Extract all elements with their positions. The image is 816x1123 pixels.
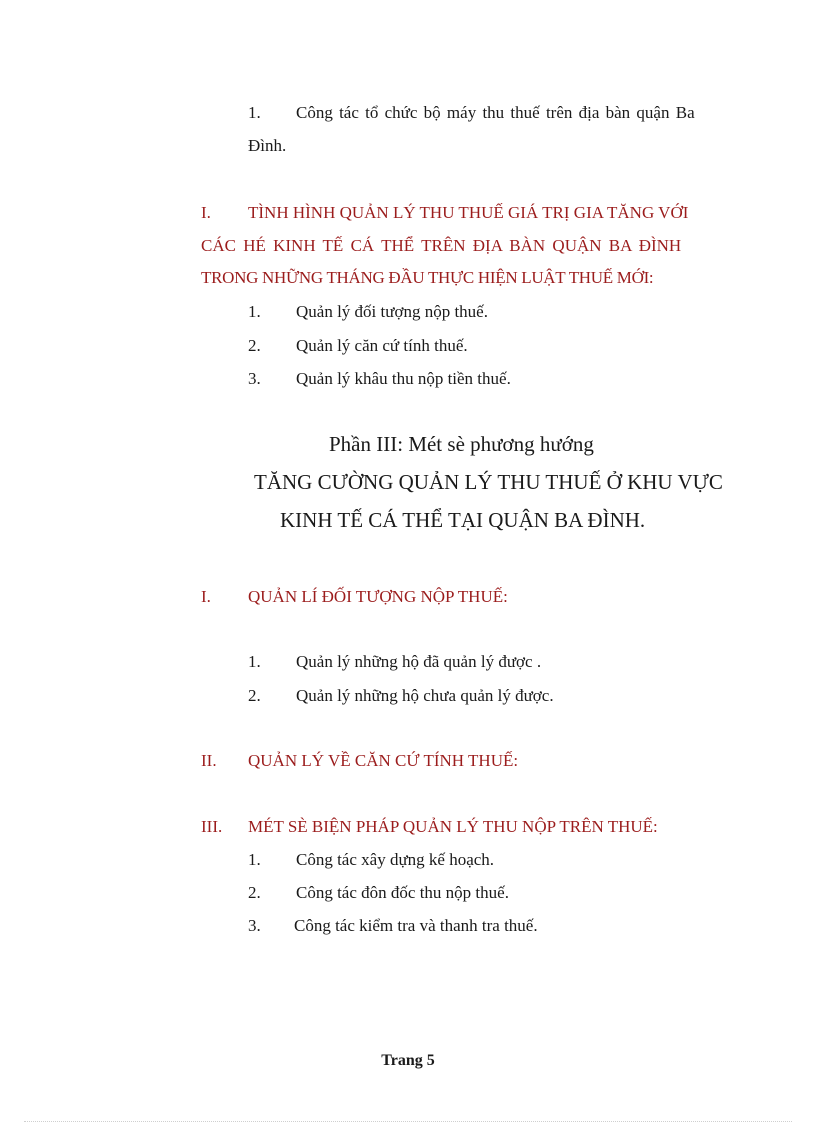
list-item-text: Quản lý khâu thu nộp tiền thuế. — [296, 369, 511, 388]
list-number: 3. — [248, 369, 261, 388]
section-heading: QUẢN LÍ ĐỐI TƯỢNG NỘP THUẾ: — [248, 587, 508, 606]
list-number: 2. — [248, 336, 261, 355]
list-number: 1. — [248, 652, 261, 671]
list-item-text: Quản lý những hộ đã quản lý được . — [296, 652, 542, 671]
list-number: 2. — [248, 883, 261, 902]
list-number: 1. — [248, 302, 261, 321]
section-heading-line1: TÌNH HÌNH QUẢN LÝ THU THUẾ GIÁ TRỊ GIA TĂNG VỚI — [248, 203, 689, 222]
list-number: 2. — [248, 686, 261, 705]
page-number: Trang 5 — [381, 1052, 435, 1069]
list-item-text: Quản lý những hộ chưa quản lý được. — [296, 686, 554, 705]
list-item-text: Công tác kiểm tra và thanh tra thuế. — [294, 916, 538, 935]
section-numeral: I. — [201, 203, 211, 222]
section-heading-line3: TRONG NHỮNG THÁNG ĐẦU THỰC HIỆN LUẬT THUẾ MỚI: — [201, 268, 654, 287]
section-heading: MÉT SÈ BIỆN PHÁP QUẢN LÝ THU NỘP TRÊN THUẾ: — [248, 817, 658, 836]
list-item-text: Công tác xây dựng kế hoạch. — [296, 850, 495, 869]
section-heading-line2: CÁC HÉ KINH TẾ CÁ THỂ TRÊN ĐỊA BÀN QUẬN BA ĐÌNH — [201, 236, 682, 255]
list-number: 1. — [248, 850, 261, 869]
list-item-text-continued: Đình. — [248, 136, 287, 155]
section-numeral: I. — [201, 587, 211, 606]
section-heading: QUẢN LÝ VỀ CĂN CỨ TÍNH THUẾ: — [248, 751, 519, 770]
list-number: 3. — [248, 916, 261, 935]
list-item-text: Công tác đôn đốc thu nộp thuế. — [296, 883, 509, 902]
section-numeral: II. — [201, 751, 217, 770]
part-title-line3: KINH TẾ CÁ THỂ TẠI QUẬN BA ĐÌNH. — [280, 508, 646, 532]
list-number: 1. — [248, 103, 261, 122]
part-title-line2: TĂNG CƯỜNG QUẢN LÝ THU THUẾ Ở KHU VỰC — [254, 470, 723, 494]
section-numeral: III. — [201, 817, 223, 836]
part-title-line1: Phần III: Mét sè phương hướng — [329, 432, 594, 456]
list-item-text: Quản lý đối tượng nộp thuế. — [296, 302, 488, 321]
page-bottom-rule — [24, 1121, 792, 1122]
list-item-text: Quản lý căn cứ tính thuế. — [296, 336, 468, 355]
list-item-text: Công tác tổ chức bộ máy thu thuế trên địa bàn quận Ba — [296, 103, 695, 122]
